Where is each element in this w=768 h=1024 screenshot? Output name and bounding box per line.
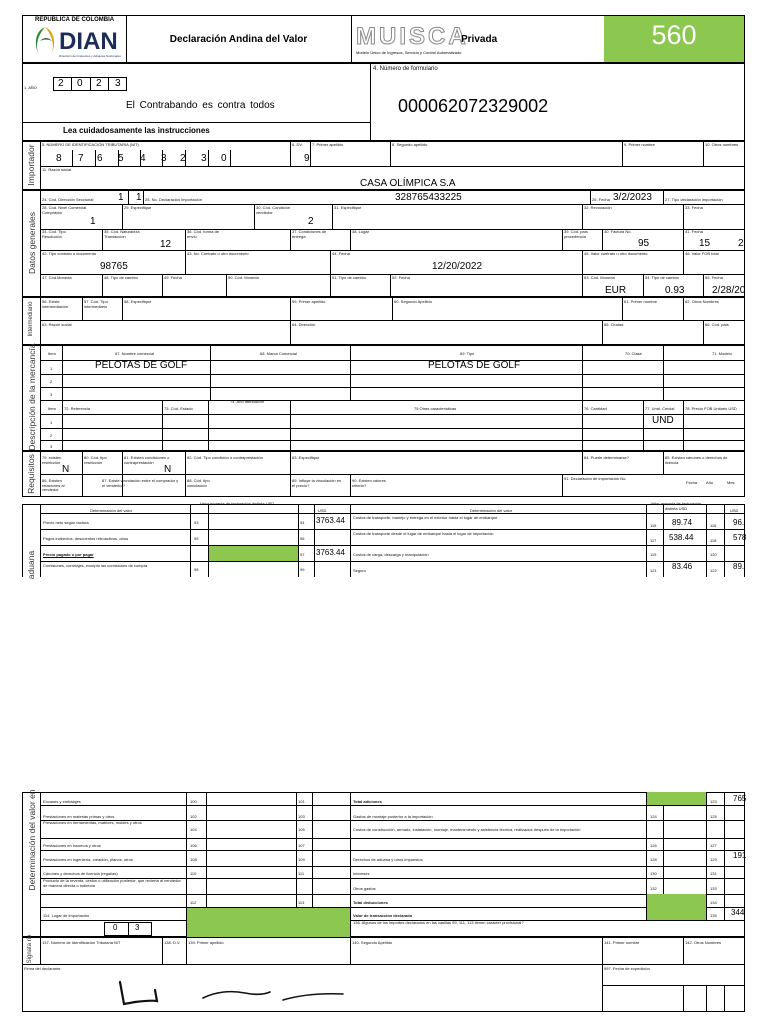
n94: 94 [300, 520, 305, 525]
tipo: PELOTAS DE GOLF [428, 360, 521, 371]
n111: 111 [298, 871, 305, 876]
l82: 82. Cód. Tipo condición o contraprestación [187, 455, 263, 460]
l61: 61. Primer nombre [624, 299, 658, 304]
l24: 24. Cód. Dirección Seccional [42, 197, 94, 202]
row-3: 3 [50, 392, 53, 397]
n132: 132 [650, 886, 657, 891]
a5: Prestaciones en ingeniería, creación, planos, otros [43, 857, 133, 862]
section-requisitos: Requisitos [26, 454, 36, 494]
l51: 51. Tipo de cambio [332, 275, 366, 280]
n110: 110 [190, 871, 197, 876]
v123: 765 [733, 794, 747, 803]
v81: N [164, 464, 172, 475]
l39: 39. Cód. país procedencia [564, 229, 588, 239]
n129: 129 [710, 857, 717, 862]
v122: 89. [733, 562, 745, 571]
primer-apellido-label: 7. Primer apellido [312, 142, 344, 147]
l34: 34. Cód. Tipo Resolución [42, 229, 66, 239]
b5: Intereses [353, 871, 370, 876]
l114: 114. Lugar de importación [43, 913, 90, 918]
otros-nombres-label: 10. Otros nombres [705, 142, 739, 147]
n97: 97 [300, 552, 305, 557]
b7: Total deducciones [353, 900, 388, 905]
slogan: El Contrabando es contra todos [126, 100, 275, 111]
a4: Prestaciones en insumos y otros [43, 843, 101, 848]
n123: 123 [710, 799, 717, 804]
country-label: REPÚBLICA DE COLOMBIA [35, 17, 115, 23]
row-1b: 1 [50, 420, 53, 425]
l29: 29. Especifique [124, 205, 152, 210]
n135: 135 [710, 913, 717, 918]
l62: 62. Otros Nombres [685, 299, 719, 304]
nit-digit-3: 6 [97, 153, 103, 164]
l28: 28. Cód. Nivel Comercial Comprador [42, 205, 87, 215]
l70: 70. Clase [625, 351, 642, 356]
n128: 128 [650, 857, 657, 862]
year-digit-3: 2 [96, 78, 102, 89]
l83: 83. Especifique [292, 455, 320, 460]
section-importador: Importador [26, 144, 36, 186]
n102: 102 [190, 814, 197, 819]
n109: 109 [298, 857, 305, 862]
l37: 37. Condiciones de entrega [292, 229, 327, 239]
v35: 12 [160, 239, 172, 250]
l64: 64. Dirección [292, 322, 316, 327]
n125: 125 [710, 814, 717, 819]
v94: 3763.44 [316, 516, 345, 525]
year-label: 1. AÑO [24, 85, 37, 90]
head-usd: USD [318, 508, 327, 513]
dv-value: 9 [304, 153, 310, 164]
section-intermediario: Intermediario [28, 301, 34, 337]
v121: 83.46 [672, 562, 693, 571]
nit-digit-9: 0 [221, 153, 227, 164]
segundo-apellido-label: 8. Segundo apellido [392, 142, 428, 147]
v42: 98765 [100, 261, 128, 272]
n98: 98 [194, 567, 199, 572]
b8: Valor de transacción declarado [353, 913, 413, 918]
l53: 53. Cód. Moneda [584, 275, 615, 280]
l75: 75 Otras características [414, 406, 457, 411]
razon-social-label: 11. Razón social [42, 167, 72, 172]
row-3b: 3 [50, 444, 53, 449]
mes-label: Mes [727, 480, 735, 485]
l30: 30. Cód. Condición vendedor [256, 205, 291, 215]
head-moneda2: Valor moneda de facturación distinta USD [650, 501, 702, 511]
item-label-2: Item [48, 406, 56, 411]
l52: 52. Fecha [392, 275, 410, 280]
l90: 90. Existen valores criterio? [352, 478, 386, 488]
n95: 95 [194, 536, 199, 541]
dian-logo [30, 25, 60, 64]
dian-logo-sub: Dirección de Impuestos y Aduanas Nacionales [59, 54, 121, 58]
l32: 32. Revocación [584, 205, 612, 210]
l48: 48. Tipo de cambio [104, 275, 138, 280]
l41: 41. Fecha [685, 229, 703, 234]
l58: 58. Especifique [124, 299, 152, 304]
v24: 1 [118, 192, 124, 203]
l44: 44. Fecha [332, 251, 350, 256]
l27: 27. Tipo declaración importación [665, 197, 723, 202]
r4: Comisiones, corretajes, excepto las comisiones de compra [43, 563, 148, 568]
l88: 88. Cód. tipo vinculación [187, 478, 210, 488]
n124: 124 [650, 814, 657, 819]
l73: 73. Cód. Estado [164, 406, 193, 411]
n112: 112 [190, 900, 197, 905]
v135: 344 [731, 908, 745, 917]
n103: 103 [298, 814, 305, 819]
nit-label: 5. NÚMERO DE IDENTIFICACIÓN TRIBUTARIA (NIT) [42, 142, 139, 147]
v114b: 3 [135, 923, 140, 932]
l55: 55. Fecha [705, 275, 723, 280]
a7: Producto de la reventa, cesión o utilización posterior, que revierta al vendedor de manera directa o indirecta [43, 878, 181, 888]
row-1: 1 [50, 366, 53, 371]
l142: 142. Otros Nombres [685, 940, 722, 945]
n127: 127 [710, 843, 717, 848]
head-usd2: USD [730, 508, 739, 513]
l80: 80. Cód. tipo restricción [84, 455, 107, 465]
l81: 81. Existen condiciones o contraprestación [124, 455, 170, 465]
v26: 3/2/2023 [613, 192, 652, 203]
l43: 43. No. Contrato u otro documento [187, 251, 249, 256]
l78: 78. Precio FOB Unitario USD [685, 406, 737, 411]
form-number: 560 [651, 20, 697, 50]
form-title: Declaración Andina del Valor [169, 34, 308, 45]
n115: 115 [650, 523, 657, 528]
v40: 95 [638, 238, 650, 249]
anio-label: Año [706, 480, 714, 485]
l66: 66. Cód. país [705, 322, 729, 327]
a1: Envases y embalajes [43, 799, 81, 804]
l65: 65. Ciudad [604, 322, 624, 327]
c4: Seguro [353, 568, 366, 573]
n101: 101 [298, 799, 305, 804]
n116: 116 [710, 523, 717, 528]
n120: 120 [710, 552, 717, 557]
l40: 40. Factura No. [604, 229, 632, 234]
v117: 538.44 [669, 533, 694, 542]
n96: 96 [300, 536, 305, 541]
n99: 99 [300, 567, 305, 572]
firma-label: Firma del declarante [24, 966, 61, 971]
l35: 35. Cód. Naturaleza Transacción [104, 229, 140, 239]
c2: Costos de transporte desde el lugar de embarque hasta el lugar de importación [353, 531, 494, 536]
year-digit-4: 3 [115, 78, 121, 89]
instructions: Lea cuidadosamente las instrucciones [63, 126, 210, 135]
l26: 26. Fecha [592, 197, 610, 202]
n119: 119 [650, 552, 657, 557]
n122: 122 [710, 568, 717, 573]
l136: 136. Algunos de los importes declarados en las casillas 99, 111, 113 tienen carácter provisional? [353, 920, 524, 925]
signature [115, 968, 375, 1017]
nit-digit-4: 5 [118, 153, 124, 164]
item-label: Item [48, 351, 56, 356]
n104: 104 [190, 827, 197, 832]
nombre-comercial: PELOTAS DE GOLF [95, 360, 188, 371]
primer-nombre-label: 9. Primer nombre [624, 142, 655, 147]
a6: Cánones y derechos de licencia (regalías) [43, 871, 118, 876]
section-determinacion: Determinación del valor en [27, 789, 37, 891]
section-signatario: Signata rio [27, 934, 33, 964]
v114a: 0 [113, 923, 118, 932]
v115: 89.74 [672, 518, 693, 527]
l72: 72. Referencia [64, 406, 91, 411]
row-2: 2 [50, 379, 53, 384]
section-datos-generales: Datos generales [27, 212, 37, 274]
l54: 54. Tipo de cambio [645, 275, 679, 280]
v55: 2/28/20 [712, 285, 746, 296]
n113: 113 [298, 900, 305, 905]
b6: Otros gastos [353, 886, 376, 891]
l45: 45. Valor contrato u otro documento [584, 251, 648, 256]
l31: 31. Especifique [334, 205, 362, 210]
n100: 100 [190, 799, 197, 804]
l60: 60. Segundo Apellido [394, 299, 432, 304]
v25a: 1 [136, 192, 142, 203]
l49: 49. Fecha [164, 275, 182, 280]
razon-social-value: CASA OLÍMPICA S.A [360, 178, 456, 189]
l50: 50. Cód. Moneda [228, 275, 259, 280]
n126: 126 [650, 843, 657, 848]
head-det: Determinación del valor [90, 508, 133, 513]
n93: 93 [194, 520, 199, 525]
l47: 47. Cód.Moneda [42, 275, 72, 280]
year-digit-1: 2 [58, 78, 64, 89]
v116: 96. [733, 518, 745, 527]
a2: Prestaciones en materias primas y otros [43, 814, 115, 819]
form-no-value: 000062072329002 [398, 96, 549, 116]
v25: 328765433225 [395, 192, 462, 203]
n108: 108 [190, 857, 197, 862]
v41b: 2 [738, 238, 744, 249]
v54: 0.93 [665, 285, 685, 296]
l85: 85. Existen cánones o derechos de licencia [665, 455, 728, 465]
v118: 578 [733, 533, 747, 542]
l86: 86. Existen relaciones al vendedor [42, 478, 65, 492]
dv-label: 6. DV. [292, 142, 303, 147]
b1: Total adiciones [353, 799, 382, 804]
head-det2: Determinación del valor [470, 508, 513, 513]
n118: 118 [710, 538, 717, 543]
l89: 89. Influye la vinculación en el precio? [292, 478, 342, 488]
l69: 69. Tipo [460, 351, 475, 356]
v28: 1 [90, 216, 96, 227]
l68: 68. Marca Comercial [260, 351, 297, 356]
privacy-label: Privada [461, 34, 498, 45]
l140: 140. Segundo Apellido [352, 940, 393, 945]
form-no-label: 4. Número de formulario [373, 66, 438, 72]
n107: 107 [298, 843, 305, 848]
dian-logo-text: DIAN [59, 28, 118, 55]
l67: 67. Nombre comercial [115, 351, 155, 356]
c3: Costos de carga, descarga y manipulación [353, 552, 429, 557]
v129: 191 [733, 851, 747, 860]
n105: 105 [298, 827, 305, 832]
l137: 137. Número de Identificación Tributaria NIT [42, 940, 121, 945]
nit-digit-8: 3 [201, 153, 207, 164]
v79: N [62, 464, 70, 475]
l59: 59. Primer apellido [292, 299, 326, 304]
a3: Prestaciones en herramientas, matrices, moldes y otros [43, 820, 142, 825]
v30: 2 [308, 216, 314, 227]
l91: 91. Declaración de importación No. [564, 476, 627, 481]
b3: Costos de construcción, armado, instalación, montaje, mantenimiento y asistencia técnica, realizados después de la importación [353, 827, 581, 832]
nit-digit-7: 2 [180, 153, 186, 164]
v41: 15 [699, 238, 711, 249]
l38: 38. Lugar [352, 229, 369, 234]
section-aduana: aduana [26, 550, 36, 580]
l139: 139. Primer apellido [188, 940, 224, 945]
n117: 117 [650, 538, 657, 543]
l33: 33. Fecha [685, 205, 703, 210]
nit-digit-6: 3 [161, 153, 167, 164]
l141: 141. Primer nombre [604, 940, 640, 945]
n133: 133 [710, 886, 717, 891]
l25: 25. No. Declaración importación [145, 197, 202, 202]
b2: Gastos de montaje posterior a la importación [353, 814, 433, 819]
l56: 56. Existe intermediación [42, 299, 69, 309]
l36: 36. Cód. forma de envío [187, 229, 220, 239]
b4: Derechos de aduana y otros impuestos [353, 857, 423, 862]
nit-digit-5: 4 [140, 153, 146, 164]
n106: 106 [190, 843, 197, 848]
l138: 138. D.V. [164, 940, 181, 945]
n121: 121 [650, 568, 657, 573]
l79: 79. existen restricción [42, 455, 62, 465]
c1: Costos de transporte, manejo y entrega en el exterior hasta el lugar de embarque [353, 515, 498, 520]
section-descripcion: Descripción de la mercancía [27, 343, 37, 451]
l57: 57. Cód. Tipo intermediario [84, 299, 108, 309]
n134: 134 [710, 900, 717, 905]
r2: Pagos indirectos, descuentos retroactivos, otros [43, 536, 129, 541]
nit-digit-2: 7 [78, 153, 84, 164]
r1: Precio neto según factura [43, 520, 89, 525]
l42: 42. Tipo contrato o documento [42, 251, 97, 256]
v53: EUR [605, 285, 627, 296]
l63: 63. Razón social [42, 322, 72, 327]
head-moneda: Valor moneda de facturación distinta USD [200, 501, 275, 506]
r3: Precio pagado o por pagar [43, 552, 94, 557]
n131: 131 [710, 871, 717, 876]
n130: 130 [650, 871, 657, 876]
muisca-logo: MUISCA [356, 23, 469, 50]
muisca-sub: Modelo Único de Ingresos, Servicio y Control Automatizado [356, 50, 462, 55]
fecha-label: Fecha [686, 480, 698, 485]
nit-digit-1: 8 [56, 153, 62, 164]
l84: 84. Puede determinarse? [584, 455, 629, 460]
l997: 997. Fecha de expedición [604, 966, 650, 971]
row-2b: 2 [50, 433, 53, 438]
v97: 3763.44 [316, 548, 345, 557]
unidad: UND [652, 415, 674, 426]
l74: 74. Año fabricación [230, 399, 265, 404]
year-digit-2: 0 [77, 78, 83, 89]
l87: 87. Existe vinculación entre el comprador y el vendedor? [102, 478, 179, 488]
l76: 76. Cantidad [584, 406, 607, 411]
v44: 12/20/2022 [432, 261, 483, 272]
l77: 77. Unid. Cmcial [645, 406, 675, 411]
l46: 46. Valor FOB total [685, 251, 719, 256]
l71: 71. Modelo [712, 351, 732, 356]
